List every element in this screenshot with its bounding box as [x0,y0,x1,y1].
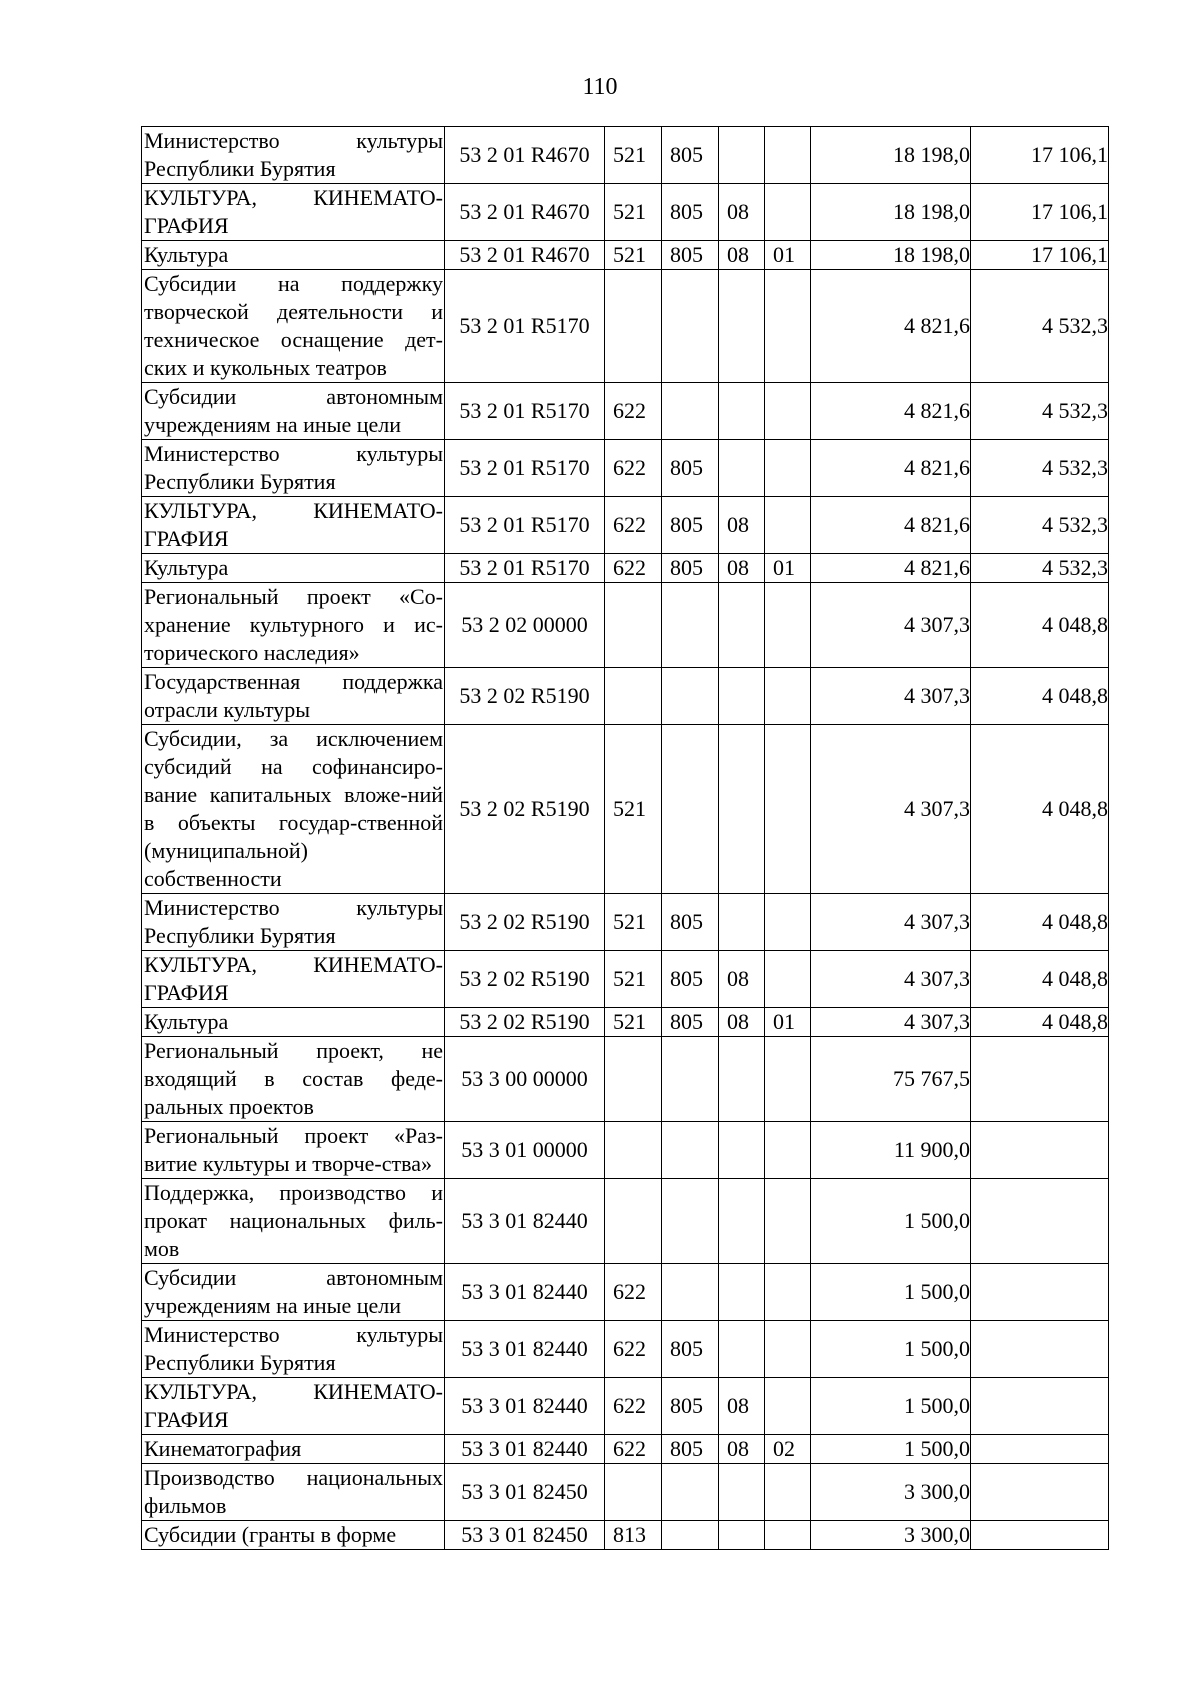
cell-ministry-code: 805 [662,497,719,554]
cell-amount-2 [971,1122,1109,1179]
cell-amount-2 [971,1179,1109,1264]
table-row [142,497,1109,554]
cell-section: 08 [719,497,765,554]
cell-amount-2: 4 048,8 [971,668,1109,725]
cell-section [719,1264,765,1321]
cell-name: Субсидии автономным учреждениям на иные цели [142,383,445,440]
cell-amount-2: 4 532,3 [971,497,1109,554]
cell-name: Государственная поддержка отрасли культуры [142,668,445,725]
cell-subsection [765,1321,811,1378]
cell-name: Региональный проект «Со-хранение культурного и ис-торического наследия» [142,583,445,668]
cell-target-article: 53 2 02 R5190 [445,1008,605,1037]
cell-expense-type [605,1122,662,1179]
cell-expense-type: 622 [605,1378,662,1435]
cell-subsection: 01 [765,1008,811,1037]
cell-ministry-code [662,383,719,440]
cell-section: 08 [719,1378,765,1435]
table-row [142,1179,1109,1264]
cell-amount-1: 18 198,0 [811,184,971,241]
cell-section [719,583,765,668]
table-row [142,1521,1109,1550]
cell-amount-2 [971,1378,1109,1435]
cell-name: Региональный проект, не входящий в состав феде-ральных проектов [142,1037,445,1122]
cell-ministry-code [662,725,719,894]
cell-expense-type: 521 [605,1008,662,1037]
cell-ministry-code: 805 [662,184,719,241]
cell-subsection: 01 [765,241,811,270]
cell-ministry-code: 805 [662,554,719,583]
cell-target-article: 53 3 01 82440 [445,1179,605,1264]
table-row [142,1037,1109,1122]
cell-name: Субсидии на поддержку творческой деятельности и техническое оснащение дет-ских и кукольных театров [142,270,445,383]
cell-subsection [765,270,811,383]
cell-section [719,270,765,383]
cell-amount-1: 4 307,3 [811,951,971,1008]
cell-name: Поддержка, производство и прокат национальных филь-мов [142,1179,445,1264]
cell-name: Региональный проект «Раз-витие культуры и творче-ства» [142,1122,445,1179]
table-row [142,668,1109,725]
cell-expense-type: 622 [605,1264,662,1321]
cell-section [719,383,765,440]
cell-amount-1: 4 307,3 [811,725,971,894]
cell-section: 08 [719,1435,765,1464]
cell-subsection [765,725,811,894]
cell-amount-2: 4 048,8 [971,894,1109,951]
cell-amount-1: 4 307,3 [811,668,971,725]
cell-name: Субсидии, за исключением субсидий на софинансиро-вание капитальных вложе-ний в объекты государ-ственной (муниципальной) собственности [142,725,445,894]
cell-name: Производство национальных фильмов [142,1464,445,1521]
table-row [142,583,1109,668]
table-row [142,1464,1109,1521]
cell-section [719,1521,765,1550]
cell-target-article: 53 2 02 R5190 [445,951,605,1008]
cell-ministry-code: 805 [662,1321,719,1378]
table-row [142,894,1109,951]
table-body [142,127,1109,1550]
cell-target-article: 53 3 01 82440 [445,1264,605,1321]
cell-target-article: 53 3 01 82440 [445,1321,605,1378]
cell-name: Министерство культуры Республики Бурятия [142,1321,445,1378]
cell-section [719,1464,765,1521]
cell-amount-1: 1 500,0 [811,1321,971,1378]
cell-amount-2 [971,1435,1109,1464]
cell-section: 08 [719,1008,765,1037]
cell-amount-1: 1 500,0 [811,1378,971,1435]
cell-ministry-code [662,1264,719,1321]
cell-expense-type: 521 [605,127,662,184]
cell-expense-type [605,1464,662,1521]
table-row [142,1378,1109,1435]
cell-subsection [765,383,811,440]
cell-amount-2: 4 048,8 [971,583,1109,668]
cell-section [719,1321,765,1378]
cell-section [719,440,765,497]
cell-expense-type: 521 [605,725,662,894]
cell-ministry-code [662,1037,719,1122]
cell-expense-type: 622 [605,440,662,497]
cell-name: КУЛЬТУРА, КИНЕМАТО-ГРАФИЯ [142,1378,445,1435]
cell-subsection [765,440,811,497]
cell-name: Министерство культуры Республики Бурятия [142,894,445,951]
table-row [142,1264,1109,1321]
cell-target-article: 53 2 01 R5170 [445,270,605,383]
table-row [142,1435,1109,1464]
cell-amount-2: 17 106,1 [971,241,1109,270]
cell-amount-1: 4 307,3 [811,1008,971,1037]
cell-amount-2 [971,1521,1109,1550]
cell-amount-2 [971,1464,1109,1521]
cell-target-article: 53 2 02 R5190 [445,894,605,951]
table-row [142,127,1109,184]
cell-amount-1: 3 300,0 [811,1464,971,1521]
cell-section [719,1122,765,1179]
cell-target-article: 53 3 01 00000 [445,1122,605,1179]
cell-target-article: 53 2 01 R5170 [445,554,605,583]
cell-target-article: 53 3 01 82450 [445,1464,605,1521]
cell-expense-type: 622 [605,497,662,554]
cell-target-article: 53 3 01 82450 [445,1521,605,1550]
cell-subsection [765,1122,811,1179]
cell-subsection [765,1037,811,1122]
cell-name: Субсидии автономным учреждениям на иные цели [142,1264,445,1321]
cell-target-article: 53 2 01 R5170 [445,383,605,440]
cell-amount-2: 17 106,1 [971,127,1109,184]
cell-ministry-code: 805 [662,951,719,1008]
cell-subsection [765,894,811,951]
cell-section [719,894,765,951]
cell-ministry-code: 805 [662,241,719,270]
cell-target-article: 53 3 01 82440 [445,1435,605,1464]
table-row [142,725,1109,894]
cell-amount-1: 3 300,0 [811,1521,971,1550]
cell-expense-type: 521 [605,894,662,951]
cell-subsection [765,127,811,184]
cell-expense-type: 622 [605,1321,662,1378]
cell-amount-1: 1 500,0 [811,1435,971,1464]
cell-target-article: 53 3 01 82440 [445,1378,605,1435]
cell-ministry-code: 805 [662,440,719,497]
cell-amount-2 [971,1321,1109,1378]
cell-ministry-code [662,1521,719,1550]
cell-amount-2: 17 106,1 [971,184,1109,241]
cell-subsection [765,1521,811,1550]
table-row [142,440,1109,497]
cell-ministry-code: 805 [662,127,719,184]
cell-ministry-code [662,583,719,668]
cell-subsection: 01 [765,554,811,583]
cell-section: 08 [719,241,765,270]
cell-section [719,668,765,725]
table-row [142,241,1109,270]
cell-subsection [765,497,811,554]
cell-amount-2: 4 048,8 [971,725,1109,894]
cell-ministry-code [662,1179,719,1264]
cell-section [719,1037,765,1122]
page-number: 110 [582,74,618,100]
table-row [142,1122,1109,1179]
cell-amount-1: 4 307,3 [811,583,971,668]
cell-amount-1: 1 500,0 [811,1264,971,1321]
cell-expense-type [605,1179,662,1264]
cell-subsection: 02 [765,1435,811,1464]
cell-expense-type: 813 [605,1521,662,1550]
table-row [142,554,1109,583]
cell-subsection [765,583,811,668]
budget-table [141,126,1109,1550]
cell-ministry-code: 805 [662,1378,719,1435]
cell-target-article: 53 2 02 00000 [445,583,605,668]
cell-subsection [765,1264,811,1321]
table-row [142,951,1109,1008]
cell-amount-2: 4 532,3 [971,383,1109,440]
cell-target-article: 53 2 01 R5170 [445,440,605,497]
cell-subsection [765,1179,811,1264]
cell-name: Культура [142,241,445,270]
cell-name: Культура [142,554,445,583]
cell-expense-type: 622 [605,1435,662,1464]
cell-amount-1: 11 900,0 [811,1122,971,1179]
cell-amount-1: 4 821,6 [811,497,971,554]
cell-amount-2 [971,1264,1109,1321]
cell-subsection [765,668,811,725]
cell-section: 08 [719,554,765,583]
cell-amount-1: 4 821,6 [811,554,971,583]
cell-section [719,1179,765,1264]
cell-name: КУЛЬТУРА, КИНЕМАТО-ГРАФИЯ [142,951,445,1008]
cell-amount-2: 4 532,3 [971,554,1109,583]
cell-amount-1: 4 821,6 [811,383,971,440]
cell-section: 08 [719,184,765,241]
cell-name: КУЛЬТУРА, КИНЕМАТО-ГРАФИЯ [142,184,445,241]
cell-ministry-code [662,668,719,725]
table-row [142,383,1109,440]
cell-expense-type: 521 [605,241,662,270]
cell-name: КУЛЬТУРА, КИНЕМАТО-ГРАФИЯ [142,497,445,554]
cell-name: Министерство культуры Республики Бурятия [142,127,445,184]
cell-subsection [765,1378,811,1435]
cell-amount-1: 4 307,3 [811,894,971,951]
cell-name: Культура [142,1008,445,1037]
cell-amount-1: 4 821,6 [811,440,971,497]
cell-amount-1: 18 198,0 [811,127,971,184]
cell-ministry-code: 805 [662,1435,719,1464]
cell-section: 08 [719,951,765,1008]
cell-name: Субсидии (гранты в форме [142,1521,445,1550]
cell-subsection [765,184,811,241]
cell-section [719,127,765,184]
cell-amount-2: 4 532,3 [971,270,1109,383]
cell-amount-2 [971,1037,1109,1122]
cell-ministry-code [662,1464,719,1521]
cell-subsection [765,1464,811,1521]
cell-name: Кинематография [142,1435,445,1464]
cell-ministry-code [662,270,719,383]
cell-target-article: 53 3 00 00000 [445,1037,605,1122]
cell-target-article: 53 2 02 R5190 [445,668,605,725]
cell-ministry-code [662,1122,719,1179]
cell-target-article: 53 2 01 R4670 [445,241,605,270]
cell-ministry-code: 805 [662,894,719,951]
cell-amount-2: 4 048,8 [971,951,1109,1008]
cell-amount-1: 18 198,0 [811,241,971,270]
cell-name: Министерство культуры Республики Бурятия [142,440,445,497]
cell-amount-1: 75 767,5 [811,1037,971,1122]
cell-amount-1: 4 821,6 [811,270,971,383]
cell-target-article: 53 2 01 R4670 [445,127,605,184]
cell-subsection [765,951,811,1008]
cell-expense-type [605,583,662,668]
cell-expense-type [605,1037,662,1122]
cell-target-article: 53 2 01 R4670 [445,184,605,241]
cell-ministry-code: 805 [662,1008,719,1037]
cell-target-article: 53 2 02 R5190 [445,725,605,894]
table-row [142,1008,1109,1037]
table-row [142,270,1109,383]
cell-section [719,725,765,894]
cell-expense-type [605,270,662,383]
cell-expense-type: 521 [605,184,662,241]
cell-expense-type: 622 [605,383,662,440]
cell-target-article: 53 2 01 R5170 [445,497,605,554]
table-row [142,1321,1109,1378]
cell-amount-2: 4 532,3 [971,440,1109,497]
cell-expense-type [605,668,662,725]
cell-amount-2: 4 048,8 [971,1008,1109,1037]
cell-expense-type: 521 [605,951,662,1008]
cell-amount-1: 1 500,0 [811,1179,971,1264]
table-row [142,184,1109,241]
cell-expense-type: 622 [605,554,662,583]
